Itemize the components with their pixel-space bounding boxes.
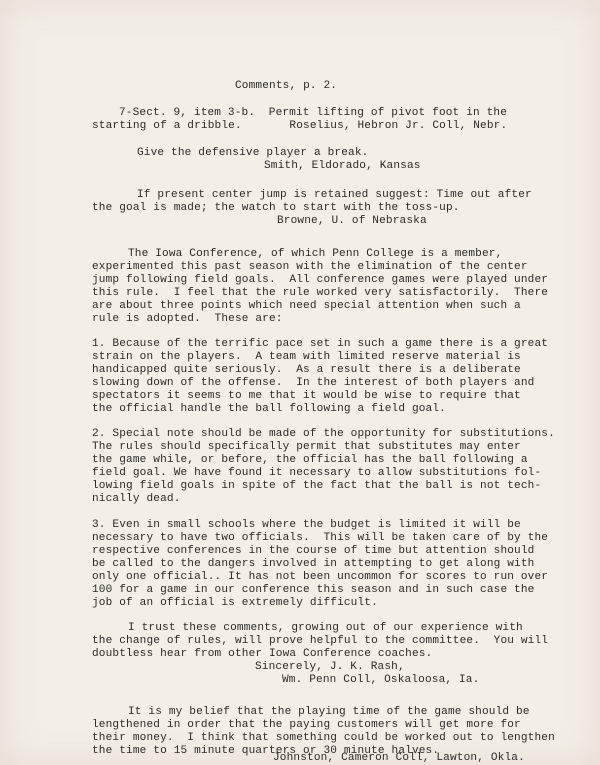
text-line: Give the defensive player a break.	[137, 147, 369, 159]
text-line: handicapped quite seriously. As a result there is a deliberate	[92, 364, 521, 376]
text-line: 2. Special note should be made of the opportunity for substitutions.	[92, 428, 555, 440]
text-line: are about three points which need special attention when such a	[92, 300, 521, 312]
text-line: It is my belief that the playing time of the game should be	[128, 706, 530, 718]
text-line: job of an official is extremely difficult.	[92, 597, 378, 609]
text-line: jump following field goals. All conference games were played under	[92, 274, 549, 286]
text-line: the official handle the ball following a field goal.	[92, 403, 446, 415]
text-line: this rule. I feel that the rule worked very satisfactorily. There	[92, 287, 549, 299]
text-line: the change of rules, will prove helpful to the committee. You will	[92, 635, 549, 647]
text-line: doubtless hear from other Iowa Conference coaches.	[92, 648, 433, 660]
text-line: lengthened in order that the paying customers will get more for	[92, 719, 521, 731]
signature-line: Johnston, Cameron Coll, Lawton, Okla.	[273, 752, 525, 764]
text-line: starting of a dribble. Roselius, Hebron Jr. Coll, Nebr.	[92, 120, 508, 132]
signature-line: Wm. Penn Coll, Oskaloosa, Ia.	[282, 674, 480, 686]
text-line: field goal. We have found it necessary to allow substitutions fol-	[92, 467, 542, 479]
text-line: I trust these comments, growing out of our experience with	[128, 622, 523, 634]
text-line: their money. I think that something could be worked out to lengthen	[92, 732, 555, 744]
text-line: respective conferences in the course of time but attention should	[92, 545, 535, 557]
text-line: the goal is made; the watch to start with the toss-up.	[92, 202, 460, 214]
page-title: Comments, p. 2.	[235, 80, 338, 92]
text-line: lowing field goals in spite of the fact that the ball is not tech-	[92, 480, 542, 492]
text-line: slowing down of the offense. In the interest of both players and	[92, 377, 535, 389]
text-line: the game while, or before, the official has the ball following a	[92, 454, 528, 466]
text-line: rule is adopted. These are:	[92, 313, 283, 325]
text-line: nically dead.	[92, 493, 181, 505]
text-line: spectators it seems to me that it would be wise to require that	[92, 390, 521, 402]
text-line: The rules should specifically permit that substitutes may enter	[92, 441, 521, 453]
text-line: 100 for a game in our conference this season and in such case the	[92, 584, 535, 596]
signature-line: Smith, Eldorado, Kansas	[264, 160, 421, 172]
text-line: 7-Sect. 9, item 3-b. Permit lifting of pivot foot in the	[119, 107, 508, 119]
text-line: 3. Even in small schools where the budget is limited it will be	[92, 519, 521, 531]
text-line: necessary to have two officials. This will be taken care of by the	[92, 532, 549, 544]
signature-line: Browne, U. of Nebraska	[277, 215, 427, 227]
text-line: only one official.. It has not been uncommon for scores to run over	[92, 571, 549, 583]
text-line: The Iowa Conference, of which Penn College is a member,	[128, 248, 503, 260]
text-line: the time to 15 minute quarters or 30 minute halves.	[92, 745, 440, 757]
text-line: 1. Because of the terrific pace set in such a game there is a great	[92, 338, 549, 350]
text-line: experimented this past season with the elimination of the center	[92, 261, 528, 273]
signature-line: Sincerely, J. K. Rash,	[255, 661, 405, 673]
text-line: be called to the dangers involved in attempting to get along with	[92, 558, 535, 570]
text-line: If present center jump is retained suggest: Time out after	[137, 189, 532, 201]
text-line: strain on the players. A team with limited reserve material is	[92, 351, 521, 363]
